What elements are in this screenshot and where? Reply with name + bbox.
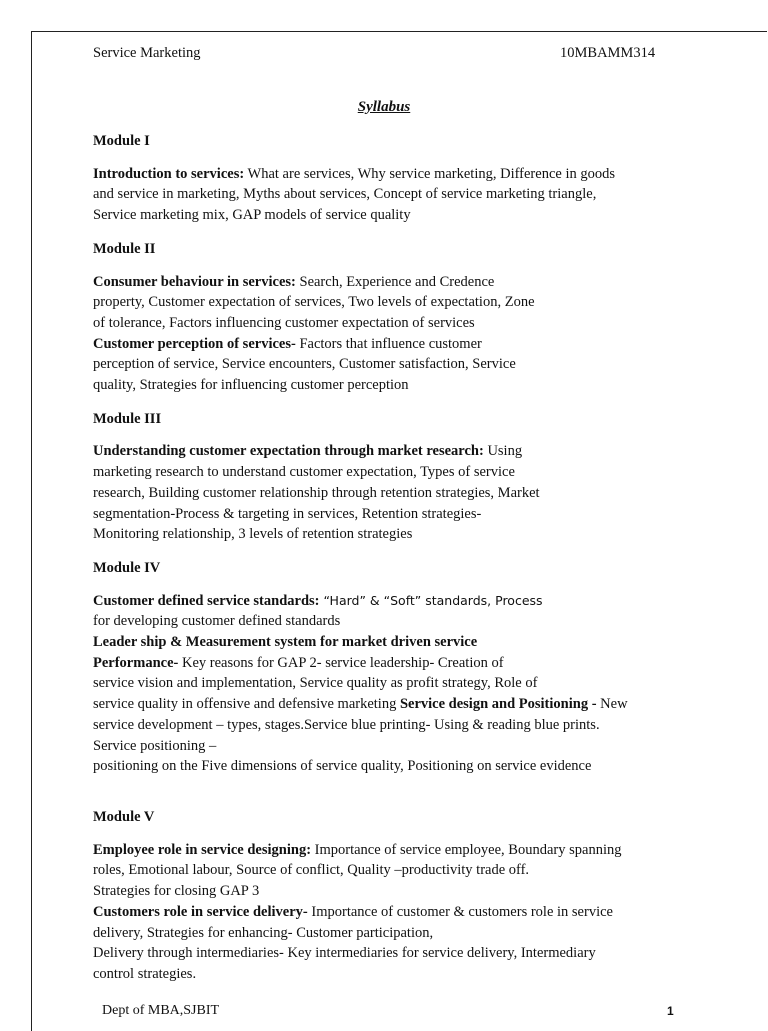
module-2-line: property, Customer expectation of services, Two levels of expectation, Zone	[93, 294, 535, 311]
syllabus-content	[93, 131, 673, 985]
module-3-topic: Understanding customer expectation through market research:	[93, 443, 484, 460]
module-4-text: service quality in offensive and defensive marketing	[93, 696, 400, 713]
module-5-body	[93, 840, 673, 985]
page-number: 1	[667, 1004, 674, 1018]
module-4-body	[93, 591, 673, 777]
module-4-line: service development – types, stages.Service blue printing- Using & reading blue prints.	[93, 716, 600, 733]
module-4-topic: Service design and Positioning -	[399, 696, 597, 713]
module-4-text: “Hard” & “Soft” standards, Process	[319, 592, 543, 608]
module-3-line: segmentation-Process & targeting in services, Retention strategies-	[93, 505, 482, 522]
module-3-line: research, Building customer relationship through retention strategies, Market	[93, 484, 540, 501]
header-course-code: 10MBAMM314	[560, 45, 656, 61]
module-4-line: service vision and implementation, Service quality as profit strategy, Role of	[93, 675, 538, 692]
module-4-topic: Customer defined service standards:	[93, 592, 320, 609]
module-2-topic: Consumer behaviour in services:	[93, 273, 296, 290]
footer-department: Dept of MBA,SJBIT	[102, 1003, 220, 1018]
module-5-line: Delivery through intermediaries- Key intermediaries for service delivery, Intermediary	[93, 945, 596, 962]
module-4-topic: Leader ship & Measurement system for market driven service	[93, 634, 478, 651]
module-5-line: roles, Emotional labour, Source of conflict, Quality –productivity trade off.	[93, 862, 530, 879]
module-1-topic: Introduction to services:	[93, 165, 245, 182]
module-5-topic: Employee role in service designing:	[93, 841, 312, 858]
module-3-body	[93, 441, 673, 545]
module-1-line: and service in marketing, Myths about services, Concept of service marketing triangle,	[93, 186, 597, 203]
module-3-line: marketing research to understand customer expectation, Types of service	[93, 464, 515, 481]
module-4-text: New	[596, 696, 628, 713]
module-4-line: Service positioning –	[93, 737, 217, 754]
module-2-line: quality, Strategies for influencing customer perception	[93, 377, 409, 394]
page-title: Syllabus	[357, 99, 411, 115]
module-2-heading: Module II	[93, 240, 156, 257]
module-4-topic: Performance-	[93, 654, 179, 671]
module-5-topic: Customers role in service delivery-	[93, 903, 308, 920]
module-3-line: Monitoring relationship, 3 levels of retention strategies	[93, 526, 413, 543]
module-2-text: Factors that influence customer	[295, 335, 482, 352]
module-4-line: for developing customer defined standards	[93, 613, 341, 630]
module-1-text: What are services, Why service marketing, Difference in goods	[244, 165, 615, 182]
module-3-text: Using	[483, 443, 523, 460]
module-2-body	[93, 272, 673, 396]
header-course-title: Service Marketing	[93, 45, 201, 61]
module-5-line: Strategies for closing GAP 3	[93, 883, 260, 900]
module-5-text: Importance of customer & customers role in service	[307, 903, 613, 920]
module-2-line: perception of service, Service encounters, Customer satisfaction, Service	[93, 356, 516, 373]
module-4-heading: Module IV	[93, 559, 161, 576]
module-1-line: Service marketing mix, GAP models of service quality	[93, 207, 411, 224]
module-2-text: Search, Experience and Credence	[295, 273, 495, 290]
module-1-heading: Module I	[93, 133, 150, 149]
module-2-line: of tolerance, Factors influencing customer expectation of services	[93, 314, 475, 331]
module-2-topic: Customer perception of services-	[93, 335, 296, 352]
module-5-line: delivery, Strategies for enhancing- Customer participation,	[93, 924, 434, 941]
module-5-heading: Module V	[93, 808, 155, 825]
module-5-line: control strategies.	[93, 965, 197, 982]
module-4-text: Key reasons for GAP 2- service leadership- Creation of	[178, 654, 504, 671]
module-3-heading: Module III	[93, 410, 162, 427]
module-1-body	[93, 164, 673, 226]
module-4-line: positioning on the Five dimensions of service quality, Positioning on service evidence	[93, 758, 592, 775]
module-5-text: Importance of service employee, Boundary spanning	[311, 841, 622, 858]
